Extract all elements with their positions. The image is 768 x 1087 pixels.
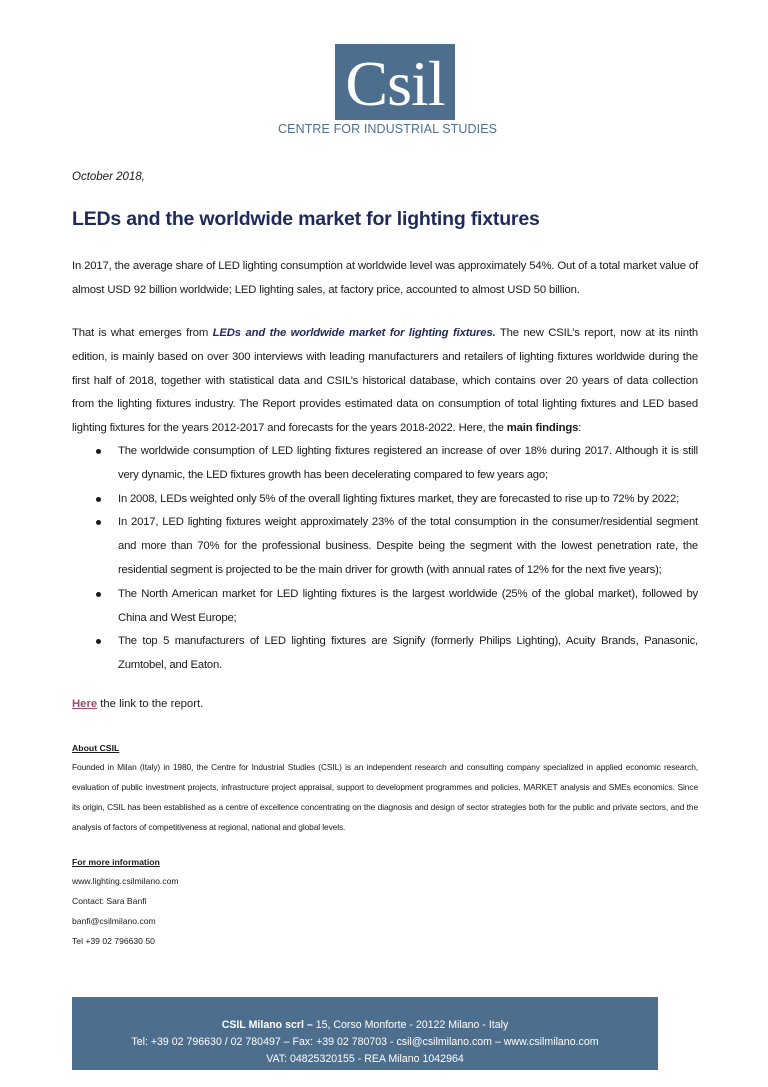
email-link[interactable]: banfi@csilmilano.com	[72, 916, 156, 926]
bullet-icon	[96, 449, 101, 454]
about-heading: About CSIL	[72, 743, 120, 753]
finding-text: The worldwide consumption of LED lighting fixtures registered an increase of over 18% during 2017. Although it is still very dynamic, the LED fixtures growth has been decelerating compared to few years ago;	[118, 445, 698, 481]
paragraph-report-intro: That is what emerges from	[72, 327, 213, 339]
finding-text: The top 5 manufacturers of LED lighting fixtures are Signify (formerly Philips Lighting), Acuity Brands, Panasonic, Zumtobel, and Eaton.	[118, 635, 698, 672]
finding-text: In 2008, LEDs weighted only 5% of the overall lighting fixtures market, they are forecasted to rise up to 72% by 2022;	[118, 492, 680, 505]
website-link[interactable]: www.lighting.csilmilano.com	[72, 876, 179, 886]
paragraph-intro: In 2017, the average share of LED lighting consumption at worldwide level was approximately 54%. Out of a total market value of almost USD 92 billion worldwide; LED lighting sales, at factory price, accounted to almost USD 50 billion.	[72, 260, 698, 296]
main-findings-label: main findings	[506, 422, 579, 435]
report-title: LEDs and the worldwide market for lighting fixtures.	[212, 327, 496, 339]
about-body: Founded in Milan (Italy) in 1980, the Centre for Industrial Studies (CSIL) is an independent research and consulting company specialized in applied economic research, evaluation of public investment projects, infrastructure project appraisal, support to development programmes and policies, MARKET analysis and SMEs economics. Since its origin, CSIL has been established as a centre of excellence concentrating on the diagnosis and design of sector strategies both for the public and private sectors, and the analysis of factors of competitiveness at regional, national and global levels.	[72, 762, 698, 832]
paragraph-report-end: :	[578, 422, 582, 435]
report-link-text: the link to the report.	[97, 698, 204, 710]
phone-number: Tel +39 02 796630 50	[72, 936, 155, 946]
footer-line-1	[72, 1017, 658, 1034]
finding-text: The North American market for LED lighting fixtures is the largest worldwide (25% of the global market), followed by China and West Europe;	[118, 587, 698, 624]
logo-box	[335, 44, 455, 120]
report-link-line	[72, 698, 203, 710]
contact-name: Contact: Sara Banfi	[72, 896, 147, 906]
footer	[72, 997, 658, 1070]
paragraph-report-body: The new CSIL’s report, now at its ninth edition, is mainly based on over 300 interviews with leading manufacturers and retailers of lighting fixtures worldwide during the first half of 2018, together with statistical data and CSIL’s historical database, which contains over 20 years of data collection from the lighting fixtures industry. The Report provides estimated data on consumption of total lighting fixtures and LED based lighting fixtures for the years 2012-2017 and forecasts for the years 2018-2022. Here, the	[72, 327, 698, 435]
bullet-icon	[96, 520, 101, 525]
document-date: October 2018,	[72, 171, 145, 183]
logo-subtitle: CENTRE FOR INDUSTRIAL STUDIES	[278, 122, 498, 136]
list-item	[94, 583, 698, 631]
list-item	[94, 440, 698, 488]
bullet-icon	[96, 497, 101, 502]
list-item	[94, 488, 698, 512]
finding-text: In 2017, LED lighting fixtures weight approximately 23% of the total consumption in the consumer/residential segment and more than 70% for the professional business. Despite being the segment with the lowest penetration rate, the residential segment is projected to be the main driver for growth (with annual rates of 12% for the next five years);	[118, 516, 698, 576]
findings-list	[94, 440, 698, 678]
logo-wordmark: Csil	[345, 48, 445, 119]
bullet-icon	[96, 639, 101, 644]
page-title: LEDs and the worldwide market for lighting fixtures	[72, 208, 540, 230]
footer-company: CSIL Milano scrl –	[221, 1019, 313, 1031]
report-link[interactable]: Here	[72, 698, 98, 710]
footer-address: 15, Corso Monforte - 20122 Milano - Italy	[312, 1019, 509, 1031]
footer-line-2: Tel: +39 02 796630 / 02 780497 – Fax: +39 02 780703 - csil@csilmilano.com – www.csilmilano.com	[131, 1036, 599, 1048]
footer-line-3: VAT: 04825320155 - REA Milano 1042964	[266, 1053, 464, 1065]
paragraph-report	[72, 322, 698, 441]
list-item	[94, 511, 698, 582]
bullet-icon	[96, 592, 101, 597]
more-info-heading: For more information	[72, 857, 160, 867]
list-item	[94, 630, 698, 678]
